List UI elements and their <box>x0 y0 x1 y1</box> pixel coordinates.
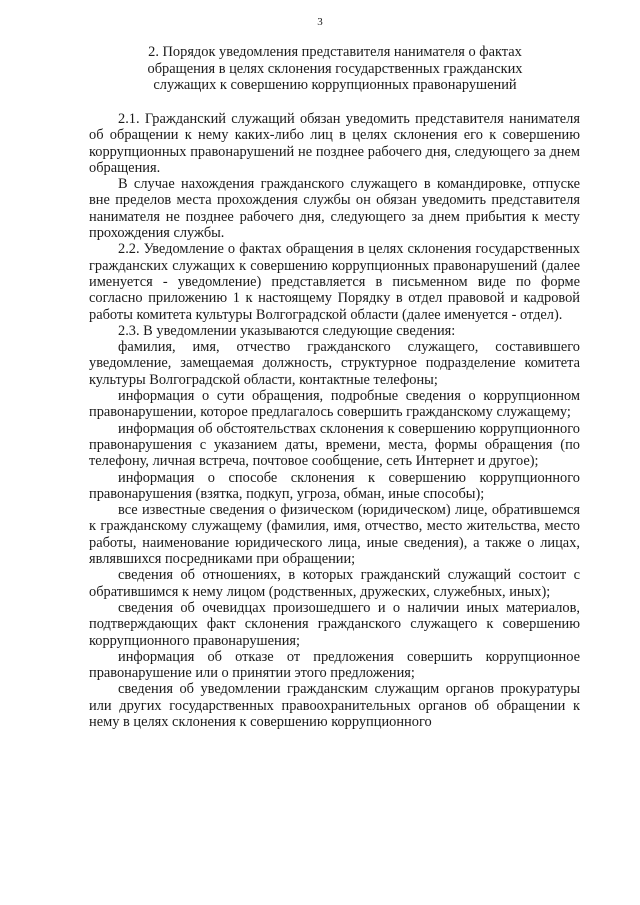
list-item-person-details: все известные сведения о физическом (юридическом) лице, обратившемся к гражданскому служащему (фамилия, имя, отчество, место жительства, место работы, наименование юридического лица, иные сведения), а также о лицах, являвшихся посредниками при обращении; <box>89 502 580 568</box>
paragraph-2-1: 2.1. Гражданский служащий обязан уведомить представителя нанимателя об обращении к нему каких-либо лиц в целях склонения его к совершению коррупционных правонарушений не позднее рабочего дня, следующего за днем обращения. <box>89 111 580 176</box>
list-item-prosecutor-notice: сведения об уведомлении гражданским служащим органов прокуратуры или других государственных правоохранительных органов об обращении к нему в целях склонения к совершению коррупционного <box>89 681 580 730</box>
list-item-circumstances: информация об обстоятельствах склонения к совершению коррупционного правонарушения с указанием даты, времени, места, формы обращения (по телефону, личная встреча, почтовое сообщение, сеть Интернет и другое); <box>89 420 580 470</box>
list-item-appeal-essence: информация о сути обращения, подробные сведения о коррупционном правонарушении, которое предлагалось совершить гражданскому служащему; <box>89 388 580 421</box>
paragraph-business-trip: В случае нахождения гражданского служащего в командировке, отпуске вне пределов места прохождения службы он обязан уведомить представителя нанимателя не позднее рабочего дня, следующего за днем прибытия к месту прохождения службы. <box>89 176 580 242</box>
section-heading <box>90 44 580 94</box>
paragraph-2-2: 2.2. Уведомление о фактах обращения в целях склонения государственных гражданских служащих к совершению коррупционных правонарушений (далее именуется - уведомление) представляется в письменном виде по форме согласно приложению 1 к настоящему Порядку в отдел правовой и кадровой работы комитета культуры Волгоградской области (далее именуется - отдел). <box>89 241 580 323</box>
list-item-inducement-method: информация о способе склонения к совершению коррупционного правонарушения (взятка, подкуп, угроза, обман, иные способы); <box>89 469 580 502</box>
section-heading-line: служащих к совершению коррупционных правонарушений <box>153 77 517 94</box>
section-heading-line: обращения в целях склонения государственных гражданских <box>147 60 523 77</box>
section-heading-line: 2. Порядок уведомления представителя нанимателя о фактах <box>148 44 522 60</box>
list-item-employee-details: фамилия, имя, отчество гражданского служащего, составившего уведомление, замещаемая должность, структурное подразделение комитета культуры Волгоградской области, контактные телефоны; <box>89 339 580 388</box>
paragraph-2-3: 2.3. В уведомлении указываются следующие сведения: <box>118 322 456 339</box>
document-body <box>89 111 580 730</box>
list-item-witnesses: сведения об очевидцах произошедшего и о наличии иных материалов, подтверждающих факт склонения гражданского служащего к совершению коррупционного правонарушения; <box>89 599 580 649</box>
page-number: 3 <box>317 16 323 28</box>
list-item-refusal: информация об отказе от предложения совершить коррупционное правонарушение или о принятии этого предложения; <box>89 648 580 682</box>
list-item-relations: сведения об отношениях, в которых гражданский служащий состоит с обратившимся к нему лицом (родственных, дружеских, служебных, иных); <box>89 567 580 600</box>
